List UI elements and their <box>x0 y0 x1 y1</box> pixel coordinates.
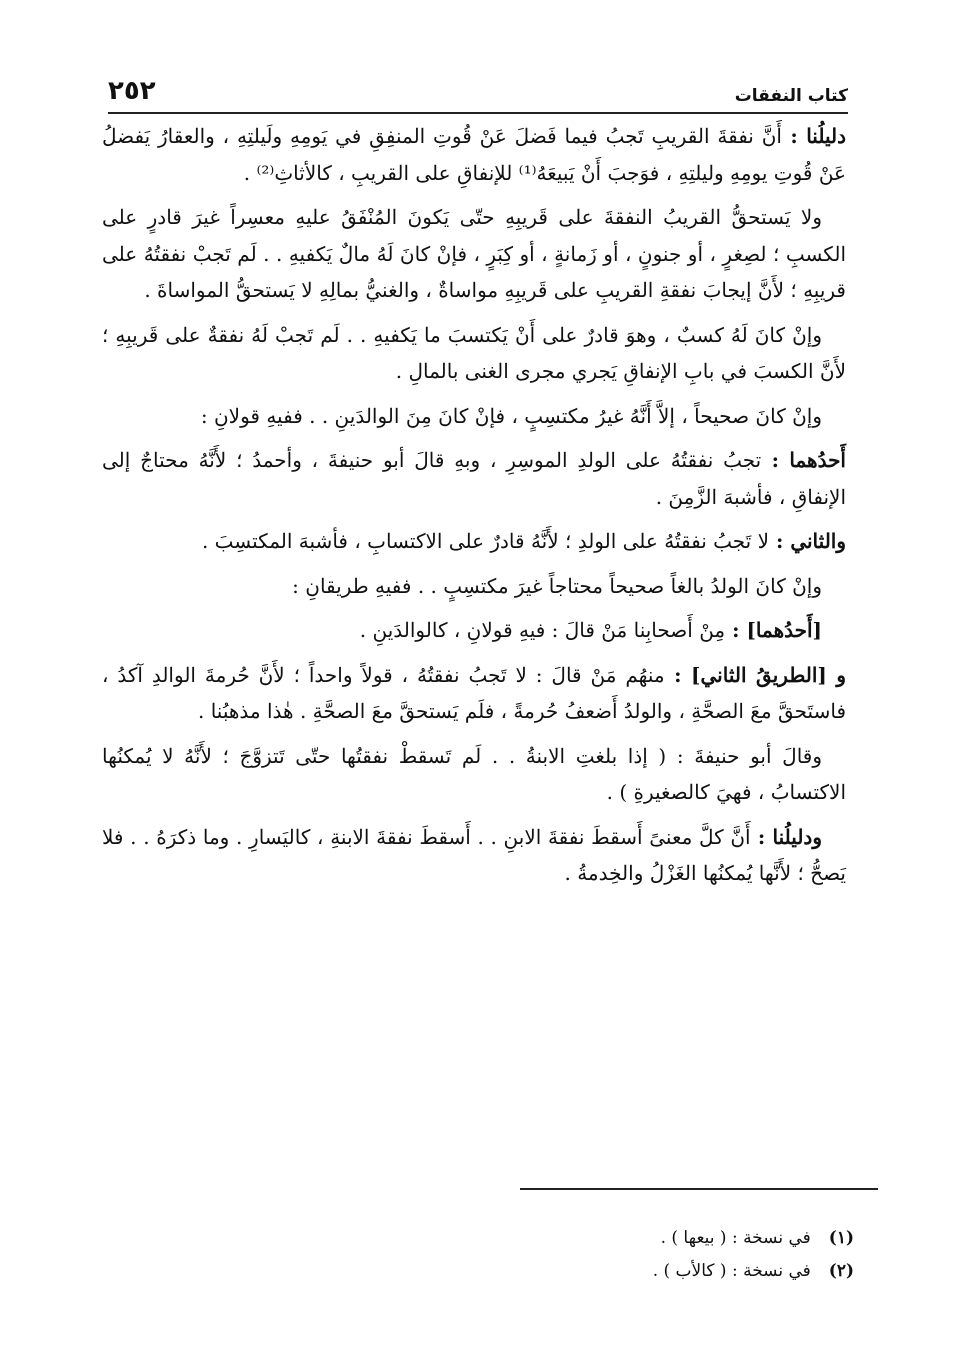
paragraph <box>102 657 846 730</box>
footnotes <box>454 1222 854 1288</box>
paragraph-text: مِنْ أَصحابِنا مَنْ قالَ : فيهِ قولانِ ، كالوالدَينِ . <box>359 618 726 642</box>
paragraph <box>102 199 846 309</box>
paragraph-lead: دليلُنا : <box>781 124 846 148</box>
paragraph-text: أَنَّ كلَّ معنىً أَسقطَ نفقةَ الابنِ . . أَسقطَ نفقةَ الابنةِ ، كاليَسارِ . وما ذكرَهُ . . فلا يَصحُّ ؛ لأَنَّها يُمكنُها الغَزْلُ والخِدمةُ . <box>102 824 846 885</box>
paragraph-text: منهُم مَنْ قالَ : لا تَجبُ نفقتُهُ ، قولاً واحداً ؛ لأَنَّ حُرمةَ الوالدِ آكدُ ، فاستَحقَّ معَ الصحَّةِ ، والولدُ أَضعفُ حُرمةً ، فلَم يَستحقَّ معَ الصحَّةِ . هٰذا مذهبُنا . <box>102 662 846 723</box>
paragraph <box>102 568 846 605</box>
footnote <box>454 1255 854 1288</box>
running-title: كتاب النفقات <box>734 86 848 106</box>
paragraph-lead: و [الطريقُ الثاني] : <box>664 662 847 687</box>
paragraph-lead: أَحدُهما : <box>761 448 846 472</box>
main-text <box>102 118 846 900</box>
paragraph <box>102 317 846 390</box>
paragraph-text: وإنْ كانَ لَهُ كسبٌ ، وهوَ قادرٌ على أَنْ يَكتسبَ ما يَكفيهِ . . لَم تَجبْ لَهُ نفقةٌ على قَريبِهِ ؛ لأَنَّ الكسبَ في بابِ الإنفاقِ يَجري مجرى الغنى بالمالِ . <box>102 322 846 383</box>
page-header <box>108 66 848 106</box>
paragraph-text: ولا يَستحقُّ القريبُ النفقةَ على قَريبِهِ حتّى يَكونَ المُنْفَقُ عليهِ معسِراً غيرَ قادرٍ على الكسبِ ؛ لصِغرٍ ، أو جنونٍ ، أو زَمانةٍ ، أو كِبَرٍ ، فإنْ كانَ لَهُ مالٌ يَكفيهِ . . لَم تَجبْ نفقتُهُ على قريبِهِ ؛ لأَنَّ إيجابَ نفقةِ القريبِ على قَريبِهِ مواساةٌ ، والغنيُّ بمالِهِ لا يَستحقُّ المواساةَ . <box>102 205 847 302</box>
footnote-divider <box>520 1188 878 1190</box>
paragraph-lead: والثاني : <box>769 529 846 553</box>
paragraph-text: أَنَّ نفقةَ القريبِ تَجبُ فيما فَضلَ عَنْ قُوتِ المنفِقِ في يَومِهِ ولَيلتِهِ ، والعقارُ يَفضلُ عَنْ قُوتِ يومِهِ وليلتِهِ ، فوَجبَ أَنْ يَبيعَهُ⁽¹⁾ للإنفاقِ على القريبِ ، كالأثاثِ⁽²⁾ . <box>102 124 846 185</box>
paragraph <box>102 398 846 435</box>
paragraph-text: وإنْ كانَ صحيحاً ، إلاَّ أَنَّهُ غيرُ مكتسِبٍ ، فإنْ كانَ مِنَ الوالدَينِ . . ففيهِ قولانِ : <box>200 403 822 428</box>
paragraph-text: لا تَجبُ نفقتُهُ على الولدِ ؛ لأَنَّهُ قادرٌ على الاكتسابِ ، فأشبهَ المكتسِبَ . <box>201 529 770 553</box>
footnote <box>454 1222 854 1255</box>
paragraph <box>102 118 846 191</box>
paragraph <box>102 738 846 811</box>
paragraph <box>102 442 846 515</box>
paragraph <box>102 523 846 560</box>
header-divider <box>108 112 848 114</box>
footnote-text: في نسخة : ( بيعها ) . <box>660 1228 811 1248</box>
paragraph-text: وقالَ أبو حنيفةَ : ( إذا بلغتِ الابنةُ . . لَم تَسقطْ نفقتُها حتّى تَتزوَّجَ ؛ لأَنَّهُ لا يُمكنُها الاكتسابُ ، فهيَ كالصغيرةِ ) . <box>102 743 846 804</box>
paragraph <box>102 819 846 892</box>
paragraph-lead: [أَحدُهما] : <box>725 618 822 642</box>
paragraph-lead: ودليلُنا : <box>750 824 822 849</box>
paragraph-text: تجبُ نفقتُهُ على الولدِ الموسِرِ ، وبهِ قالَ أبو حنيفةَ ، وأحمدُ ؛ لأَنَّهُ محتاجٌ إلى الإنفاقِ ، فأشبهَ الزَّمِنَ . <box>102 448 846 509</box>
paragraph <box>102 612 846 649</box>
footnote-text: في نسخة : ( كالأب ) . <box>652 1261 811 1281</box>
footnote-number: (٢) <box>828 1261 854 1281</box>
page-number: ٢٥٢ <box>108 76 156 106</box>
paragraph-text: وإنْ كانَ الولدُ بالغاً صحيحاً محتاجاً غيرَ مكتسِبٍ . . ففيهِ طريقانِ : <box>292 573 822 598</box>
footnote-number: (١) <box>828 1228 854 1248</box>
